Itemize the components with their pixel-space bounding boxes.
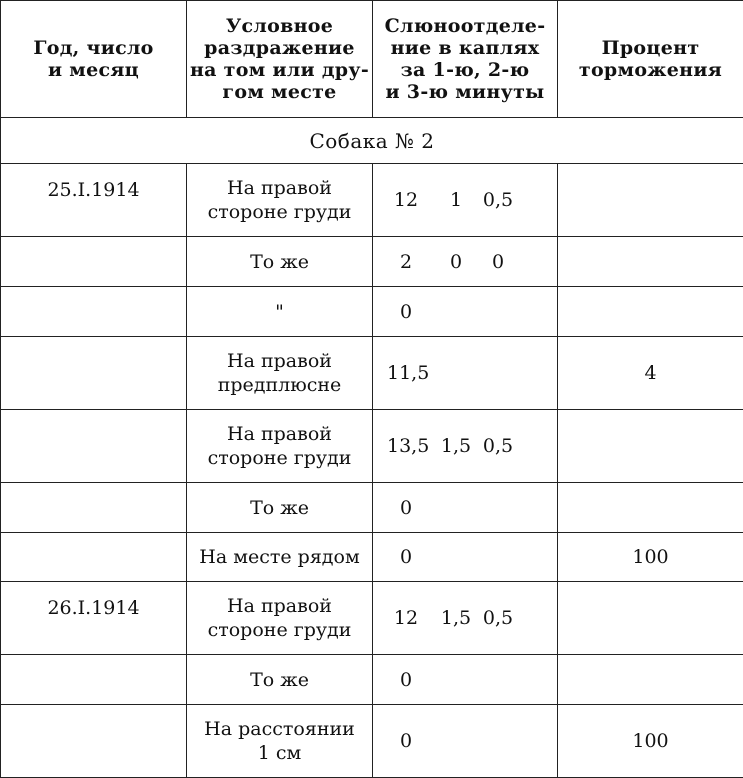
stimulus-cell — [187, 582, 373, 655]
percent-cell: 100 — [558, 533, 743, 582]
percent-cell — [558, 287, 743, 337]
stimulus-line: На расстоянии — [187, 717, 372, 741]
salivation-minute-2: 1,5 — [433, 606, 479, 630]
salivation-minute-1: 2 — [387, 250, 425, 274]
stimulus-cell — [187, 483, 373, 533]
group-row — [1, 118, 743, 164]
percent-cell: 100 — [558, 705, 743, 778]
salivation-minute-1: 0 — [387, 668, 425, 692]
salivation-minute-1: 12 — [387, 188, 425, 212]
stimulus-line: На месте рядом — [187, 545, 372, 569]
stimulus-line: предплюсне — [187, 373, 372, 397]
percent-cell — [558, 483, 743, 533]
table-row — [1, 705, 743, 778]
table-row — [1, 483, 743, 533]
salivation-cell — [373, 533, 558, 582]
percent-cell — [558, 164, 743, 237]
header-salivation-line: за 1-ю, 2-ю — [373, 59, 557, 81]
stimulus-cell — [187, 655, 373, 705]
salivation-cell — [373, 582, 558, 655]
stimulus-cell — [187, 533, 373, 582]
header-stimulus-line: гом месте — [187, 81, 372, 103]
table-row — [1, 337, 743, 410]
table-row — [1, 655, 743, 705]
stimulus-cell — [187, 337, 373, 410]
salivation-cell — [373, 164, 558, 237]
stimulus-line: То же — [187, 668, 372, 692]
salivation-minute-1: 13,5 — [387, 434, 425, 458]
salivation-minute-1: 0 — [387, 729, 425, 753]
header-stimulus-line: раздражение — [187, 37, 372, 59]
salivation-minute-1: 0 — [387, 496, 425, 520]
salivation-minute-3: 0,5 — [479, 188, 517, 212]
stimulus-line: На правой — [187, 176, 372, 200]
stimulus-cell — [187, 237, 373, 287]
stimulus-line: стороне груди — [187, 618, 372, 642]
table-row — [1, 164, 743, 237]
salivation-cell — [373, 337, 558, 410]
percent-cell: 4 — [558, 337, 743, 410]
header-row — [1, 1, 743, 118]
stimulus-line: стороне груди — [187, 446, 372, 470]
percent-cell — [558, 237, 743, 287]
header-salivation — [373, 1, 558, 118]
salivation-minute-3: 0 — [479, 250, 517, 274]
stimulus-line: 1 см — [187, 741, 372, 765]
salivation-cell — [373, 655, 558, 705]
table-row — [1, 287, 743, 337]
date-cell — [1, 655, 187, 705]
salivation-minute-2: 1 — [433, 188, 479, 212]
header-date — [1, 1, 187, 118]
salivation-minute-1: 0 — [387, 545, 425, 569]
salivation-cell — [373, 705, 558, 778]
date-cell — [1, 483, 187, 533]
header-date-line: Год, число — [1, 37, 186, 59]
table-row — [1, 410, 743, 483]
salivation-cell — [373, 483, 558, 533]
percent-cell — [558, 582, 743, 655]
group-label: Собака № 2 — [1, 118, 743, 164]
header-stimulus — [187, 1, 373, 118]
date-cell — [1, 705, 187, 778]
date-cell: 25.I.1914 — [1, 164, 187, 237]
header-date-line: и месяц — [1, 59, 186, 81]
date-cell: 26.I.1914 — [1, 582, 187, 655]
date-cell — [1, 287, 187, 337]
stimulus-line: То же — [187, 496, 372, 520]
stimulus-line: То же — [187, 250, 372, 274]
table-row — [1, 237, 743, 287]
header-stimulus-line: Условное — [187, 15, 372, 37]
date-cell — [1, 237, 187, 287]
salivation-cell — [373, 287, 558, 337]
percent-cell — [558, 410, 743, 483]
header-percent — [558, 1, 743, 118]
salivation-cell — [373, 237, 558, 287]
stimulus-cell — [187, 164, 373, 237]
stimulus-line: стороне груди — [187, 200, 372, 224]
date-cell — [1, 337, 187, 410]
stimulus-cell — [187, 705, 373, 778]
salivation-minute-3: 0,5 — [479, 606, 517, 630]
stimulus-line: На правой — [187, 594, 372, 618]
salivation-cell — [373, 410, 558, 483]
salivation-minute-3: 0,5 — [479, 434, 517, 458]
header-percent-line: Процент — [558, 37, 743, 59]
percent-cell — [558, 655, 743, 705]
salivation-minute-1: 11,5 — [387, 361, 425, 385]
salivation-minute-1: 0 — [387, 300, 425, 324]
header-salivation-line: и 3-ю минуты — [373, 81, 557, 103]
salivation-minute-2: 1,5 — [433, 434, 479, 458]
header-percent-line: торможения — [558, 59, 743, 81]
stimulus-line: На правой — [187, 349, 372, 373]
salivation-minute-2: 0 — [433, 250, 479, 274]
stimulus-cell — [187, 287, 373, 337]
table-row — [1, 582, 743, 655]
header-salivation-line: ние в каплях — [373, 37, 557, 59]
stimulus-line: На правой — [187, 422, 372, 446]
date-cell — [1, 533, 187, 582]
table-row — [1, 533, 743, 582]
salivation-minute-1: 12 — [387, 606, 425, 630]
stimulus-line: " — [187, 300, 372, 324]
header-stimulus-line: на том или дру- — [187, 59, 372, 81]
stimulus-cell — [187, 410, 373, 483]
header-salivation-line: Слюноотделе- — [373, 15, 557, 37]
date-cell — [1, 410, 187, 483]
